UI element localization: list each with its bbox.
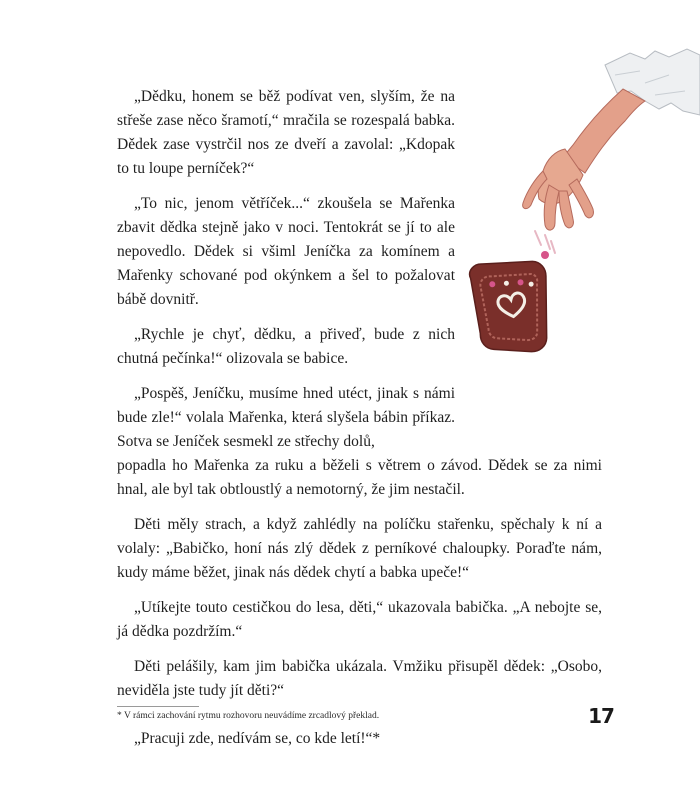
page-number: 17 <box>588 704 614 728</box>
paragraph: „Utíkejte touto cestičkou do lesa, děti,“ ukazovala babička. „A nebojte se, já dědka pozdržím.“ <box>117 599 602 640</box>
paragraph: popadla ho Mařenka za ruku a běželi s větrem o závod. Dědek se za nimi hnal, ale byl tak obtloustlý a nemotorný, že jim nestačil. <box>117 457 602 498</box>
story-text <box>117 85 602 762</box>
paragraph: „To nic, jenom větříček...“ zkoušela se Mařenka zbavit dědka stejně jako v noci. Tentokrát se jí to ale nepovedlo. Dědek si všiml Jeníčka za komínem a Mařenky schované pod okýnkem a šel to požalovat bábě dovnitř. <box>117 195 455 308</box>
footnote: * V rámci zachování rytmu rozhovoru neuvádíme zrcadlový překlad. <box>117 711 380 721</box>
paragraph: „Dědku, honem se běž podívat ven, slyším, že na střeše zase něco šramotí,“ mračila se rozespalá babka. Dědek zase vystrčil nos ze dveří a zavolal: „Kdopak to tu loupe perníček?“ <box>117 88 455 177</box>
footnote-divider <box>117 706 199 707</box>
paragraph: „Rychle je chyť, dědku, a přiveď, bude z nich chutná pečínka!“ olizovala se babice. <box>117 326 455 367</box>
paragraph: Děti měly strach, a když zahlédly na políčku stařenku, spěchaly k ní a volaly: „Babičko, honí nás zlý dědek z perníkové chaloupky. Poraďte nám, kudy máme běžet, jinak nás dědek chytí a babka upeče!“ <box>117 516 602 581</box>
paragraph: „Pracuji zde, nedívám se, co kde letí!“* <box>134 730 381 747</box>
paragraph: Děti pelášily, kam jim babička ukázala. Vmžiku přisupěl dědek: „Osobo, neviděla jste tudy jít děti?“ <box>117 658 602 699</box>
paragraph: „Pospěš, Jeníčku, musíme hned utéct, jinak s námi bude zle!“ volala Mařenka, která slyšela bábin příkaz. Sotva se Jeníček sesmekl ze střechy dolů, <box>117 385 455 450</box>
